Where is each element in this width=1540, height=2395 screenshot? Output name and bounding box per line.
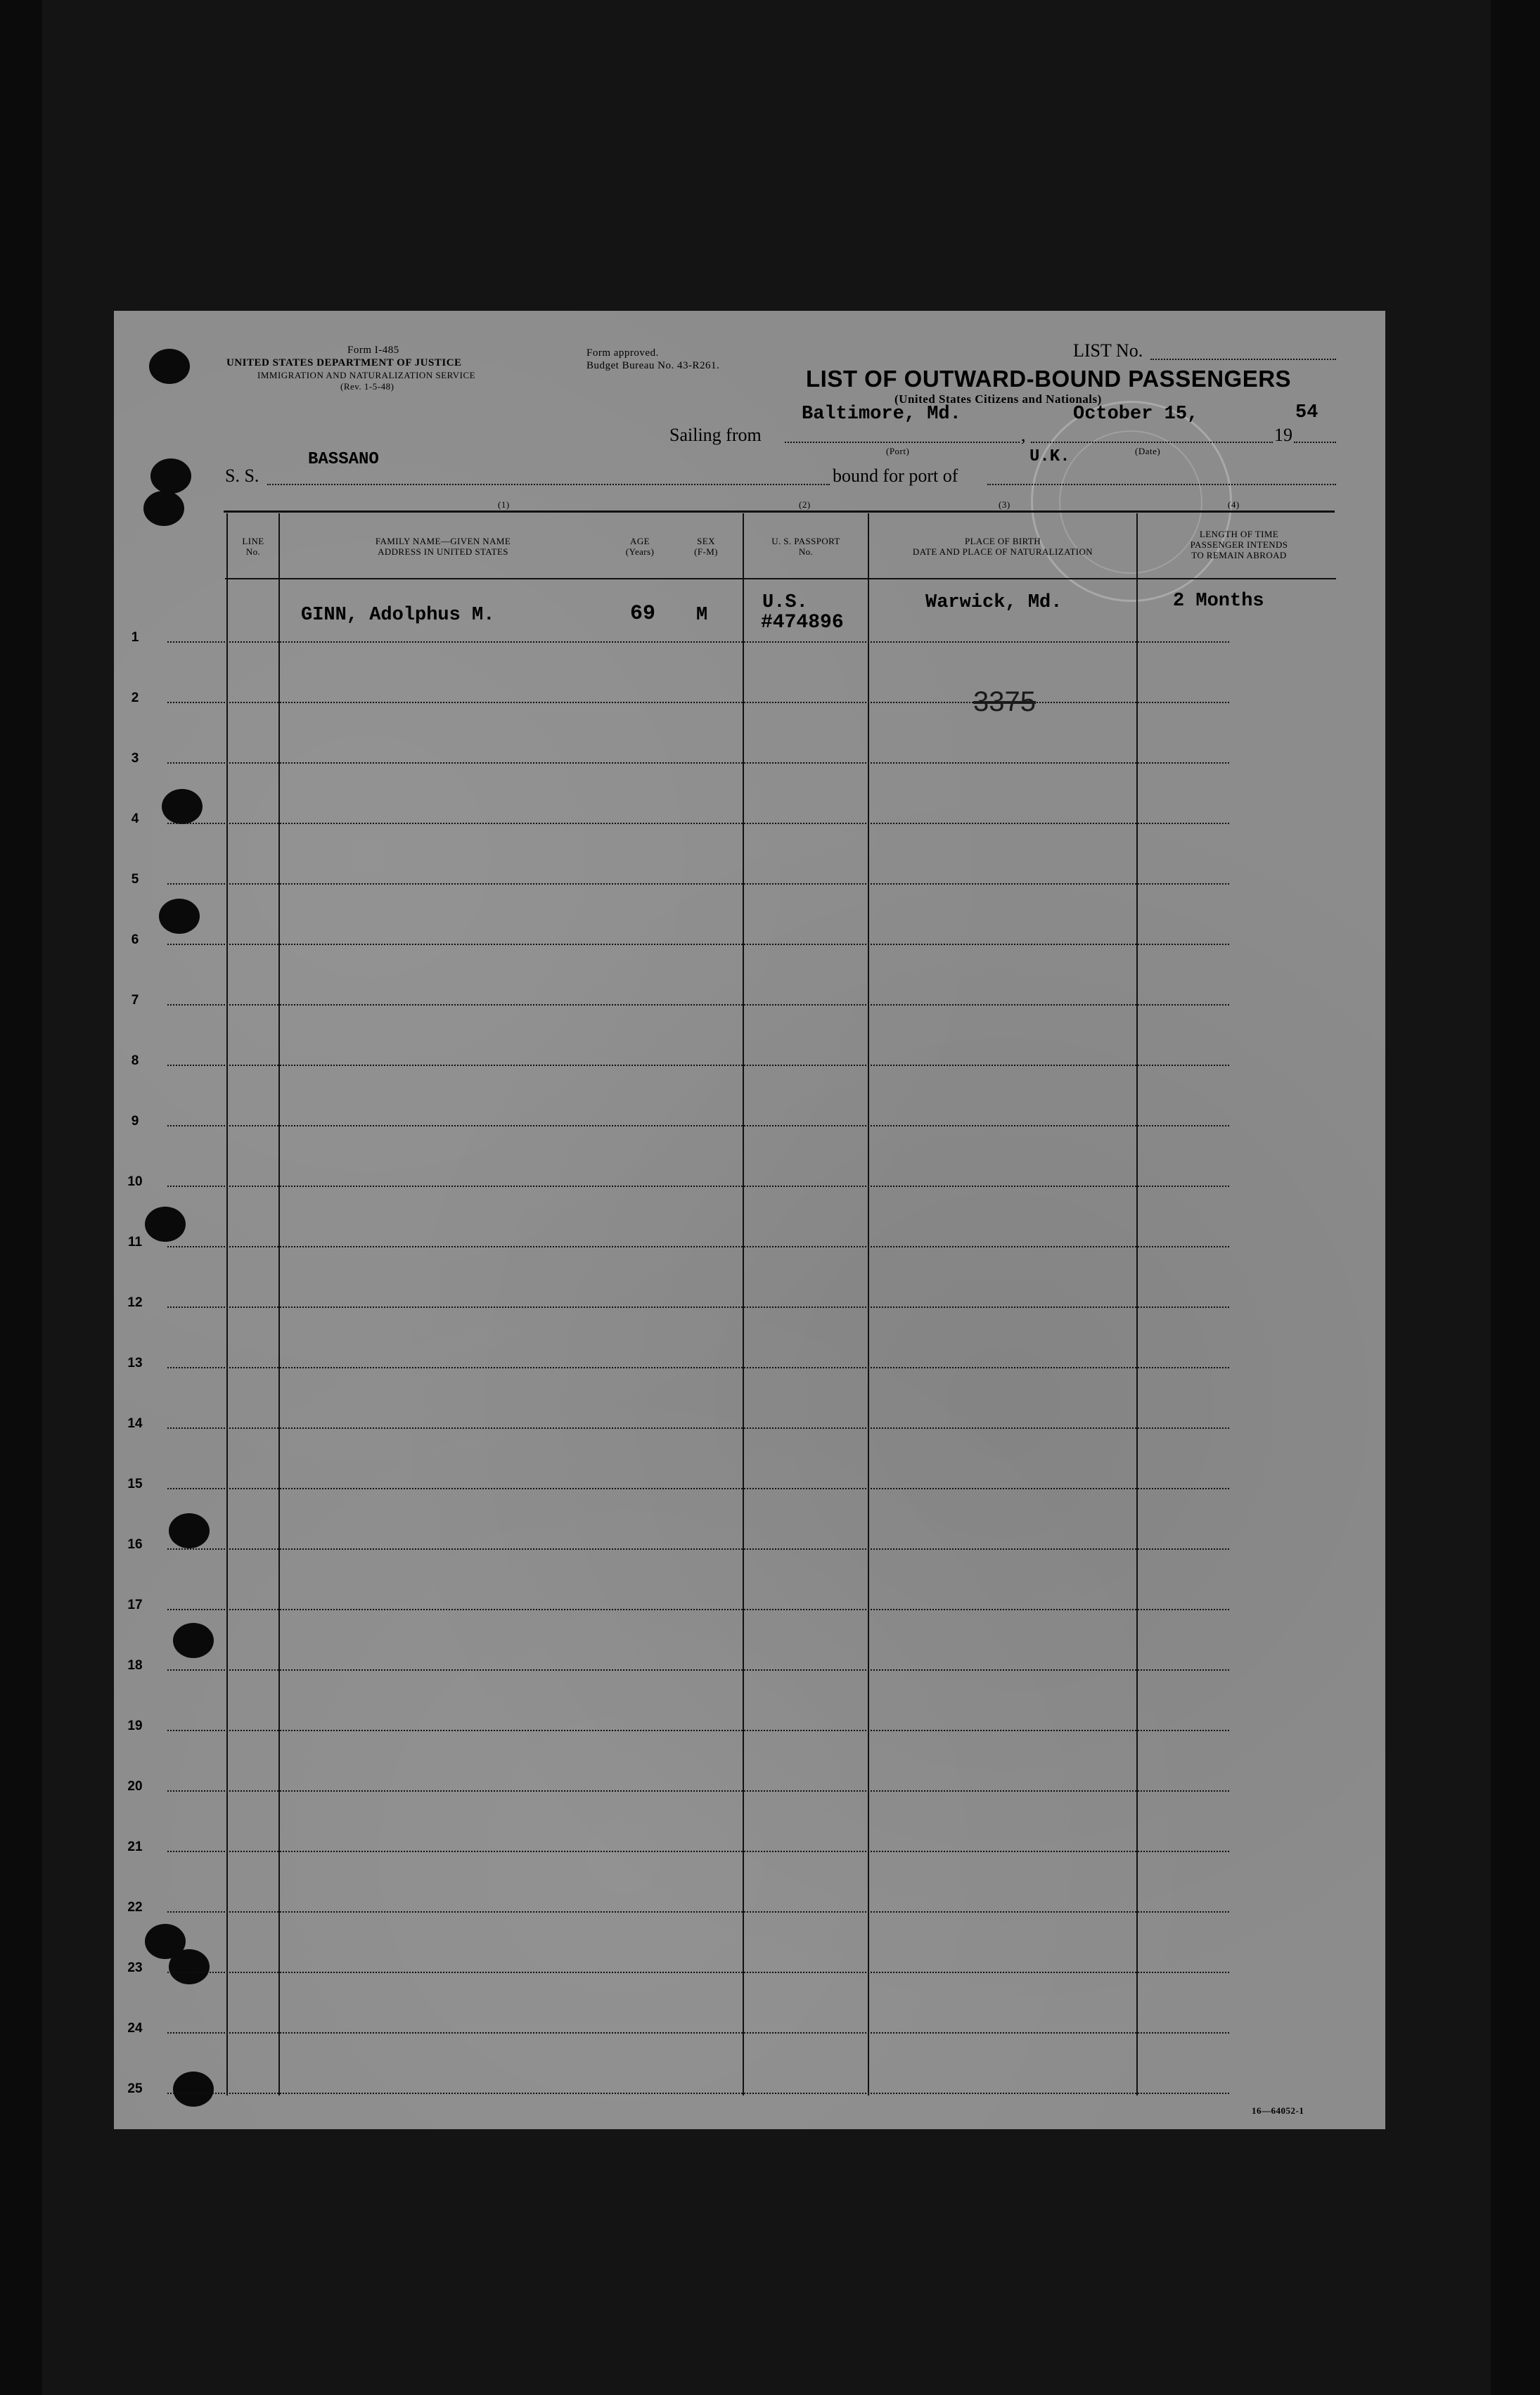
form-number: Form I-485 xyxy=(347,345,399,356)
form-title: LIST OF OUTWARD-BOUND PASSENGERS xyxy=(806,366,1292,392)
sailing-date: October 15, xyxy=(1073,404,1199,425)
row-number: 16 xyxy=(127,1537,143,1552)
header-age: AGE (Years) xyxy=(625,536,655,557)
row-number: 24 xyxy=(127,2021,143,2036)
header-sex: SEX (F-M) xyxy=(694,536,718,557)
bound-port-line xyxy=(987,484,1336,485)
row-divider xyxy=(167,2093,1229,2094)
column-number-1: (1) xyxy=(498,499,510,510)
sailing-port: Baltimore, Md. xyxy=(802,404,961,425)
row-divider xyxy=(167,1972,1229,1973)
passenger-list-form xyxy=(114,311,1385,2129)
row-number: 4 xyxy=(131,811,139,826)
header-passport: U. S. PASSPORT No. xyxy=(771,536,840,557)
passenger-name: GINN, Adolphus M. xyxy=(301,605,495,626)
row-divider xyxy=(167,944,1229,945)
row-divider xyxy=(167,1004,1229,1006)
binder-hole xyxy=(143,491,184,526)
row-number: 8 xyxy=(131,1053,139,1068)
row-divider xyxy=(167,1911,1229,1913)
row-number: 5 xyxy=(131,872,139,887)
header-name-address: FAMILY NAME—GIVEN NAME ADDRESS IN UNITED STATES xyxy=(375,536,511,557)
service-name: IMMIGRATION AND NATURALIZATION SERVICE xyxy=(257,370,476,380)
row-divider xyxy=(167,1306,1229,1308)
row-divider xyxy=(167,641,1229,643)
list-number-label: LIST No. xyxy=(1073,340,1143,361)
row-number: 25 xyxy=(127,2081,143,2096)
row-divider xyxy=(167,1367,1229,1368)
budget-bureau-number: Budget Bureau No. 43-R261. xyxy=(586,360,720,371)
department-name: UNITED STATES DEPARTMENT OF JUSTICE xyxy=(226,357,462,368)
header-length-of-time: LENGTH OF TIME PASSENGER INTENDS TO REMAIN ABROAD xyxy=(1190,529,1288,560)
row-number: 10 xyxy=(127,1174,143,1189)
binder-hole xyxy=(159,899,200,934)
row-divider xyxy=(167,1186,1229,1187)
row-number: 20 xyxy=(127,1779,143,1794)
passenger-sex: M xyxy=(696,605,708,626)
row-divider xyxy=(167,1730,1229,1731)
form-approval: Form approved. xyxy=(586,347,659,359)
passenger-age: 69 xyxy=(630,602,656,626)
sailing-year-line xyxy=(1294,442,1336,443)
row-divider xyxy=(167,1851,1229,1852)
header-bottom-border xyxy=(225,578,1336,579)
passport-prefix: U.S. xyxy=(762,592,808,613)
year-prefix: 19 xyxy=(1274,425,1292,445)
passport-number: #474896 xyxy=(761,612,844,634)
binder-hole xyxy=(169,1949,210,1984)
port-caption: (Port) xyxy=(886,446,910,456)
date-caption: (Date) xyxy=(1135,446,1161,456)
row-divider xyxy=(167,823,1229,824)
row-number: 6 xyxy=(131,932,139,947)
binder-hole xyxy=(173,1623,214,1658)
date-comma: , xyxy=(1021,425,1026,445)
row-divider xyxy=(167,702,1229,703)
row-number: 21 xyxy=(127,1839,143,1854)
sailing-from-label: Sailing from xyxy=(669,425,762,445)
ship-name-line xyxy=(267,484,830,485)
binder-hole xyxy=(150,458,191,494)
row-divider xyxy=(167,1609,1229,1610)
row-divider xyxy=(167,1669,1229,1671)
table-top-border xyxy=(224,511,1335,513)
row-number: 23 xyxy=(127,1960,143,1975)
footer-printing-code: 16—64052-1 xyxy=(1252,2105,1304,2116)
row-number: 13 xyxy=(127,1356,143,1370)
row-divider xyxy=(167,1790,1229,1792)
sailing-port-line xyxy=(785,442,1020,443)
length-of-stay: 2 Months xyxy=(1173,591,1264,612)
binder-hole xyxy=(173,2072,214,2107)
passport-column-left-border xyxy=(743,513,744,2095)
row-divider xyxy=(167,762,1229,764)
stamped-number: 3375 xyxy=(973,686,1036,717)
sailing-year: 54 xyxy=(1295,402,1318,423)
binder-hole xyxy=(169,1513,210,1548)
header-place-of-birth: PLACE OF BIRTH DATE AND PLACE OF NATURALIZATION xyxy=(912,536,1093,557)
row-divider xyxy=(167,1246,1229,1247)
form-subtitle: (United States Citizens and Nationals) xyxy=(894,392,1102,406)
binder-hole xyxy=(145,1207,186,1242)
row-divider xyxy=(167,883,1229,885)
sailing-date-line xyxy=(1031,442,1273,443)
binder-hole xyxy=(149,349,190,384)
row-divider xyxy=(167,1065,1229,1066)
column-number-3: (3) xyxy=(999,499,1010,510)
row-number: 15 xyxy=(127,1477,143,1491)
ss-label: S. S. xyxy=(225,465,259,486)
line-number-column-border xyxy=(278,513,280,2095)
row-divider xyxy=(167,1488,1229,1489)
column-number-2: (2) xyxy=(799,499,811,510)
row-divider xyxy=(167,1548,1229,1550)
row-divider xyxy=(167,2032,1229,2034)
row-number: 14 xyxy=(127,1416,143,1431)
row-divider xyxy=(167,1125,1229,1126)
row-number: 9 xyxy=(131,1114,139,1129)
row-number: 22 xyxy=(127,1900,143,1915)
row-number: 11 xyxy=(127,1235,143,1250)
ship-name: BASSANO xyxy=(308,450,379,469)
row-number: 12 xyxy=(127,1295,143,1310)
bound-for-label: bound for port of xyxy=(833,465,958,486)
place-of-birth: Warwick, Md. xyxy=(925,592,1063,613)
row-number: 19 xyxy=(127,1719,143,1733)
row-number: 17 xyxy=(127,1598,143,1612)
form-revision: (Rev. 1-5-48) xyxy=(340,381,394,392)
row-number: 7 xyxy=(131,993,139,1008)
row-number: 2 xyxy=(131,691,139,705)
table-left-border xyxy=(226,513,228,2095)
birth-column-left-border xyxy=(868,513,869,2095)
time-column-left-border xyxy=(1136,513,1138,2095)
row-number: 3 xyxy=(131,751,139,766)
bound-port: U.K. xyxy=(1029,447,1070,466)
list-number-line xyxy=(1150,359,1336,360)
row-number: 1 xyxy=(131,630,139,645)
row-number: 18 xyxy=(127,1658,143,1673)
row-divider xyxy=(167,1427,1229,1429)
header-line-number: LINE No. xyxy=(242,536,264,557)
binder-hole xyxy=(162,789,203,824)
column-number-4: (4) xyxy=(1228,499,1240,510)
